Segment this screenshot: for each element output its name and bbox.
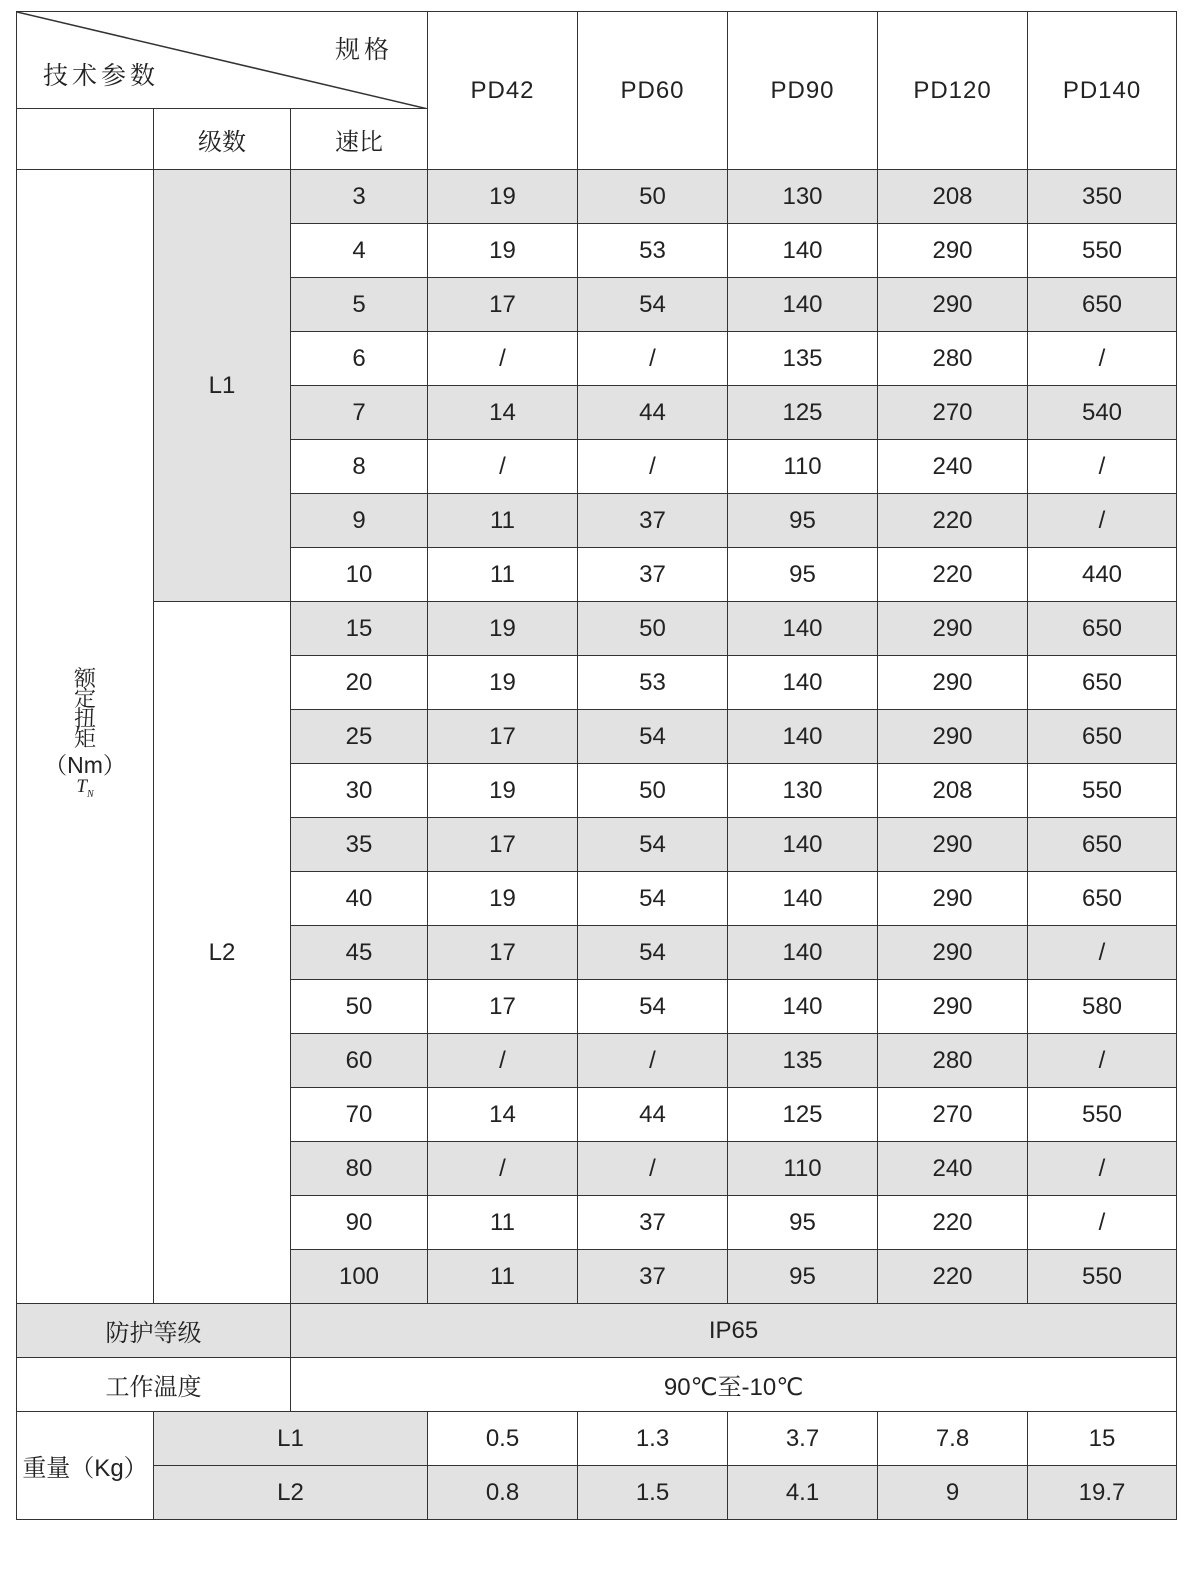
torque-value-cell: 19: [428, 872, 578, 926]
torque-value-cell: 280: [878, 332, 1028, 386]
torque-value-cell: 550: [1028, 224, 1177, 278]
torque-value-cell: 550: [1028, 764, 1177, 818]
torque-value-cell: 37: [578, 1250, 728, 1304]
torque-value-cell: 550: [1028, 1088, 1177, 1142]
ratio-cell: 90: [291, 1196, 428, 1250]
torque-value-cell: 19: [428, 764, 578, 818]
protection-label: 防护等级: [17, 1304, 291, 1358]
torque-value-cell: 17: [428, 980, 578, 1034]
stage-header: 级数: [154, 109, 291, 170]
torque-value-cell: 125: [728, 1088, 878, 1142]
ratio-cell: 30: [291, 764, 428, 818]
torque-value-cell: /: [1028, 1196, 1177, 1250]
torque-symbol-main: T: [76, 775, 87, 797]
torque-value-cell: 110: [728, 1142, 878, 1196]
ratio-cell: 7: [291, 386, 428, 440]
torque-value-cell: 440: [1028, 548, 1177, 602]
torque-value-cell: 19: [428, 656, 578, 710]
torque-value-cell: 650: [1028, 872, 1177, 926]
torque-value-cell: 95: [728, 494, 878, 548]
torque-value-cell: 125: [728, 386, 878, 440]
ratio-header: 速比: [291, 109, 428, 170]
torque-value-cell: /: [578, 332, 728, 386]
torque-value-cell: 95: [728, 548, 878, 602]
torque-value-cell: /: [428, 1142, 578, 1196]
stage-cell-l2: L2: [154, 602, 291, 1304]
torque-value-cell: 95: [728, 1196, 878, 1250]
temperature-value: 90℃至-10℃: [291, 1358, 1177, 1412]
torque-value-cell: 650: [1028, 656, 1177, 710]
torque-value-cell: 44: [578, 1088, 728, 1142]
torque-label-char: 额: [73, 665, 96, 691]
torque-value-cell: 54: [578, 926, 728, 980]
torque-value-cell: 37: [578, 1196, 728, 1250]
torque-value-cell: 290: [878, 926, 1028, 980]
torque-value-cell: 53: [578, 656, 728, 710]
temperature-label: 工作温度: [17, 1358, 291, 1412]
torque-value-cell: 540: [1028, 386, 1177, 440]
torque-unit: （Nm）: [44, 751, 126, 778]
torque-value-cell: 140: [728, 926, 878, 980]
torque-value-cell: 135: [728, 332, 878, 386]
corner-label-spec: 规格: [335, 36, 394, 64]
ratio-cell: 40: [291, 872, 428, 926]
torque-value-cell: /: [1028, 332, 1177, 386]
torque-label-cell: [17, 170, 154, 1304]
weight-value-cell: 1.5: [578, 1466, 728, 1520]
torque-value-cell: /: [1028, 440, 1177, 494]
spec-table: [16, 11, 1177, 1520]
ratio-cell: 10: [291, 548, 428, 602]
torque-value-cell: 650: [1028, 818, 1177, 872]
torque-value-cell: 11: [428, 1250, 578, 1304]
weight-value-cell: 4.1: [728, 1466, 878, 1520]
torque-value-cell: 54: [578, 278, 728, 332]
torque-value-cell: 650: [1028, 602, 1177, 656]
torque-value-cell: 650: [1028, 278, 1177, 332]
torque-value-cell: 240: [878, 1142, 1028, 1196]
protection-value: IP65: [291, 1304, 1177, 1358]
torque-value-cell: 50: [578, 764, 728, 818]
ratio-cell: 80: [291, 1142, 428, 1196]
temperature-row: [17, 1358, 1177, 1412]
torque-symbol-sub: N: [86, 788, 94, 800]
table-row: [17, 170, 1177, 224]
torque-symbol: [76, 777, 93, 805]
table-row: [17, 602, 1177, 656]
torque-value-cell: 208: [878, 764, 1028, 818]
torque-value-cell: /: [1028, 1034, 1177, 1088]
ratio-cell: 70: [291, 1088, 428, 1142]
weight-value-cell: 7.8: [878, 1412, 1028, 1466]
torque-value-cell: 19: [428, 170, 578, 224]
torque-value-cell: 220: [878, 1250, 1028, 1304]
ratio-cell: 100: [291, 1250, 428, 1304]
protection-row: [17, 1304, 1177, 1358]
torque-value-cell: 37: [578, 548, 728, 602]
torque-value-cell: 50: [578, 602, 728, 656]
ratio-cell: 4: [291, 224, 428, 278]
ratio-cell: 15: [291, 602, 428, 656]
torque-value-cell: 19: [428, 602, 578, 656]
weight-stage-l2: L2: [154, 1466, 428, 1520]
corner-label-params: 技术参数: [43, 62, 160, 90]
ratio-cell: 9: [291, 494, 428, 548]
torque-value-cell: 290: [878, 656, 1028, 710]
weight-value-cell: 0.8: [428, 1466, 578, 1520]
weight-row: [17, 1412, 1177, 1466]
torque-value-cell: 220: [878, 1196, 1028, 1250]
ratio-cell: 50: [291, 980, 428, 1034]
ratio-cell: 60: [291, 1034, 428, 1088]
torque-value-cell: 208: [878, 170, 1028, 224]
torque-value-cell: 240: [878, 440, 1028, 494]
torque-value-cell: 95: [728, 1250, 878, 1304]
torque-value-cell: 14: [428, 1088, 578, 1142]
torque-value-cell: 140: [728, 602, 878, 656]
model-header-pd90: PD90: [728, 12, 878, 170]
weight-label: 重量（Kg）: [17, 1412, 154, 1520]
weight-value-cell: 19.7: [1028, 1466, 1177, 1520]
torque-value-cell: 140: [728, 710, 878, 764]
weight-value-cell: 3.7: [728, 1412, 878, 1466]
torque-value-cell: 290: [878, 602, 1028, 656]
torque-value-cell: 17: [428, 278, 578, 332]
torque-value-cell: 135: [728, 1034, 878, 1088]
torque-value-cell: /: [1028, 1142, 1177, 1196]
torque-value-cell: /: [578, 1142, 728, 1196]
model-header-pd120: PD120: [878, 12, 1028, 170]
torque-value-cell: 270: [878, 1088, 1028, 1142]
torque-value-cell: 54: [578, 710, 728, 764]
torque-value-cell: 290: [878, 818, 1028, 872]
torque-value-cell: 44: [578, 386, 728, 440]
torque-value-cell: 54: [578, 980, 728, 1034]
weight-value-cell: 1.3: [578, 1412, 728, 1466]
torque-value-cell: 110: [728, 440, 878, 494]
torque-value-cell: 17: [428, 818, 578, 872]
torque-value-cell: 220: [878, 494, 1028, 548]
weight-value-cell: 9: [878, 1466, 1028, 1520]
model-header-pd140: PD140: [1028, 12, 1177, 170]
ratio-cell: 8: [291, 440, 428, 494]
header-corner-cell: [17, 12, 428, 109]
torque-value-cell: 14: [428, 386, 578, 440]
torque-value-cell: 50: [578, 170, 728, 224]
stage-cell-l1: L1: [154, 170, 291, 602]
ratio-cell: 35: [291, 818, 428, 872]
torque-value-cell: 280: [878, 1034, 1028, 1088]
torque-value-cell: 270: [878, 386, 1028, 440]
model-header-pd60: PD60: [578, 12, 728, 170]
weight-row: [17, 1466, 1177, 1520]
torque-label-char: 定: [73, 685, 96, 711]
torque-value-cell: 140: [728, 656, 878, 710]
torque-value-cell: 350: [1028, 170, 1177, 224]
torque-value-cell: 130: [728, 764, 878, 818]
torque-value-cell: 19: [428, 224, 578, 278]
torque-value-cell: 37: [578, 494, 728, 548]
weight-value-cell: 15: [1028, 1412, 1177, 1466]
torque-label-char: 扭: [73, 705, 96, 731]
torque-value-cell: 290: [878, 278, 1028, 332]
weight-stage-l1: L1: [154, 1412, 428, 1466]
torque-value-cell: 140: [728, 872, 878, 926]
ratio-cell: 6: [291, 332, 428, 386]
ratio-cell: 20: [291, 656, 428, 710]
torque-value-cell: 550: [1028, 1250, 1177, 1304]
torque-value-cell: 290: [878, 980, 1028, 1034]
torque-value-cell: /: [578, 440, 728, 494]
torque-value-cell: 140: [728, 224, 878, 278]
torque-value-cell: 11: [428, 1196, 578, 1250]
header-blank-cell: [17, 109, 154, 170]
torque-value-cell: 290: [878, 224, 1028, 278]
model-header-pd42: PD42: [428, 12, 578, 170]
torque-value-cell: 130: [728, 170, 878, 224]
torque-value-cell: 290: [878, 872, 1028, 926]
torque-value-cell: 290: [878, 710, 1028, 764]
ratio-cell: 3: [291, 170, 428, 224]
torque-value-cell: /: [1028, 926, 1177, 980]
torque-value-cell: 580: [1028, 980, 1177, 1034]
weight-value-cell: 0.5: [428, 1412, 578, 1466]
ratio-cell: 5: [291, 278, 428, 332]
torque-value-cell: /: [428, 440, 578, 494]
torque-value-cell: 54: [578, 818, 728, 872]
torque-label: [17, 665, 153, 805]
torque-value-cell: 17: [428, 926, 578, 980]
ratio-cell: 25: [291, 710, 428, 764]
torque-value-cell: 140: [728, 278, 878, 332]
torque-value-cell: 650: [1028, 710, 1177, 764]
torque-value-cell: 11: [428, 548, 578, 602]
torque-value-cell: /: [428, 1034, 578, 1088]
torque-label-char: 矩: [73, 725, 96, 751]
torque-value-cell: 11: [428, 494, 578, 548]
torque-value-cell: 17: [428, 710, 578, 764]
torque-value-cell: 140: [728, 818, 878, 872]
torque-value-cell: 140: [728, 980, 878, 1034]
torque-value-cell: /: [428, 332, 578, 386]
torque-value-cell: /: [1028, 494, 1177, 548]
torque-value-cell: 53: [578, 224, 728, 278]
torque-value-cell: 54: [578, 872, 728, 926]
torque-value-cell: 220: [878, 548, 1028, 602]
ratio-cell: 45: [291, 926, 428, 980]
torque-value-cell: /: [578, 1034, 728, 1088]
